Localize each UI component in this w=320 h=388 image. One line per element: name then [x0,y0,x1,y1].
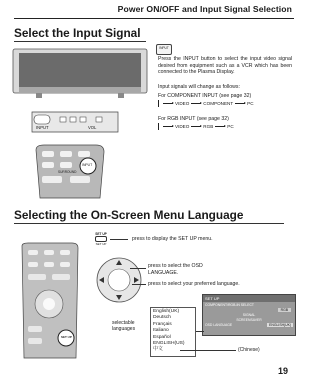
setup-menu-rgb-value: RGB [278,308,291,312]
chinese-leader-line [180,350,236,351]
languages-caption-text: selectable languages [112,320,136,333]
panel-vol-label: VOL [88,125,97,130]
component-heading: For COMPONENT INPUT (see page 32) [158,93,252,99]
language-item: Español [153,334,171,340]
language-item: Italiano [153,328,169,334]
section-title-osd-language: Selecting the On-Screen Menu Language [14,208,244,222]
input-button-callout [156,44,172,55]
step2-leader-line [130,268,146,269]
flow-item: VIDEO [175,124,190,129]
remote-illustration-bottom [14,242,84,360]
step2-text: press to select the OSD LANGUAGE. [148,263,203,276]
page-number: 19 [277,366,288,376]
flow-item: PC [247,101,254,106]
flow-arrow-icon [191,103,201,104]
flow-item: VIDEO [175,101,190,106]
step3-text: press to select your preferred language. [148,281,240,287]
remote-surround-label: SURROUND [58,170,77,174]
setup-menu-signal: SIGNAL [242,312,256,317]
language-item: 中文 [153,347,163,353]
flow-item: RGB [203,124,214,129]
input-button-callout-label: INPUT [159,45,169,50]
rgb-heading: For RGB INPUT (see page 32) [158,116,229,122]
flow-arrow-icon [163,126,173,127]
setup-menu-osd-value: ENGLISH(UK) [269,322,291,327]
input-description: Press the INPUT button to select the input video signal desired from equipment such as a VCR which has been connected to the Plasma Display. [158,56,292,76]
setup-menu-title: SET UP [203,295,295,302]
remote-setup-label: SET UP [61,335,72,339]
setup-button-callout [94,232,108,244]
step1-text: press to display the SET UP menu. [132,236,213,242]
flow-item: PC [227,124,234,129]
flow-arrow-icon [235,103,245,104]
language-item: Deutsch [153,315,171,321]
section-title-underline [14,223,284,224]
step3-leader-line [132,284,146,285]
setup-button-caption: SET UP [95,242,107,246]
setup-leader-line [110,239,128,240]
input-change-note: Input signals will change as follows: [158,84,240,90]
plasma-display-illustration [10,46,150,100]
setup-menu-osd-label: OSD LANGUAGE [205,322,233,327]
component-flow [158,100,254,107]
arrow-key-cluster [92,254,146,306]
flow-arrow-icon [163,103,173,104]
setup-menu-screen [202,294,296,336]
setup-menu-osd-row [203,322,295,327]
rgb-flow [158,123,234,130]
setup-menu-row-label: COMPONENT/RGB-IN SELECT [205,303,254,307]
chinese-note: (Chinese) [238,347,260,353]
language-item: English(UK) [153,309,180,314]
section-title-input-signal: Select the Input Signal [14,26,141,40]
flow-item: COMPONENT [203,101,234,106]
language-item: ENGLISH(US) [153,341,185,347]
language-item: Français [153,321,172,327]
section-title-underline [14,41,146,42]
control-panel-illustration [30,110,120,136]
header-rule [14,18,294,19]
setup-button-label: SET UP [95,232,107,236]
page-header-title: Power ON/OFF and Input Signal Selection [117,4,292,14]
menu-leader-line [196,331,204,332]
remote-illustration-top [32,144,106,200]
flow-arrow-icon [191,126,201,127]
remote-input-label: INPUT [82,163,93,167]
setup-menu-screensaver: SCREENSAVER [236,317,262,322]
panel-input-label: INPUT [36,125,49,130]
flow-arrow-icon [215,126,225,127]
languages-caption [112,320,148,333]
